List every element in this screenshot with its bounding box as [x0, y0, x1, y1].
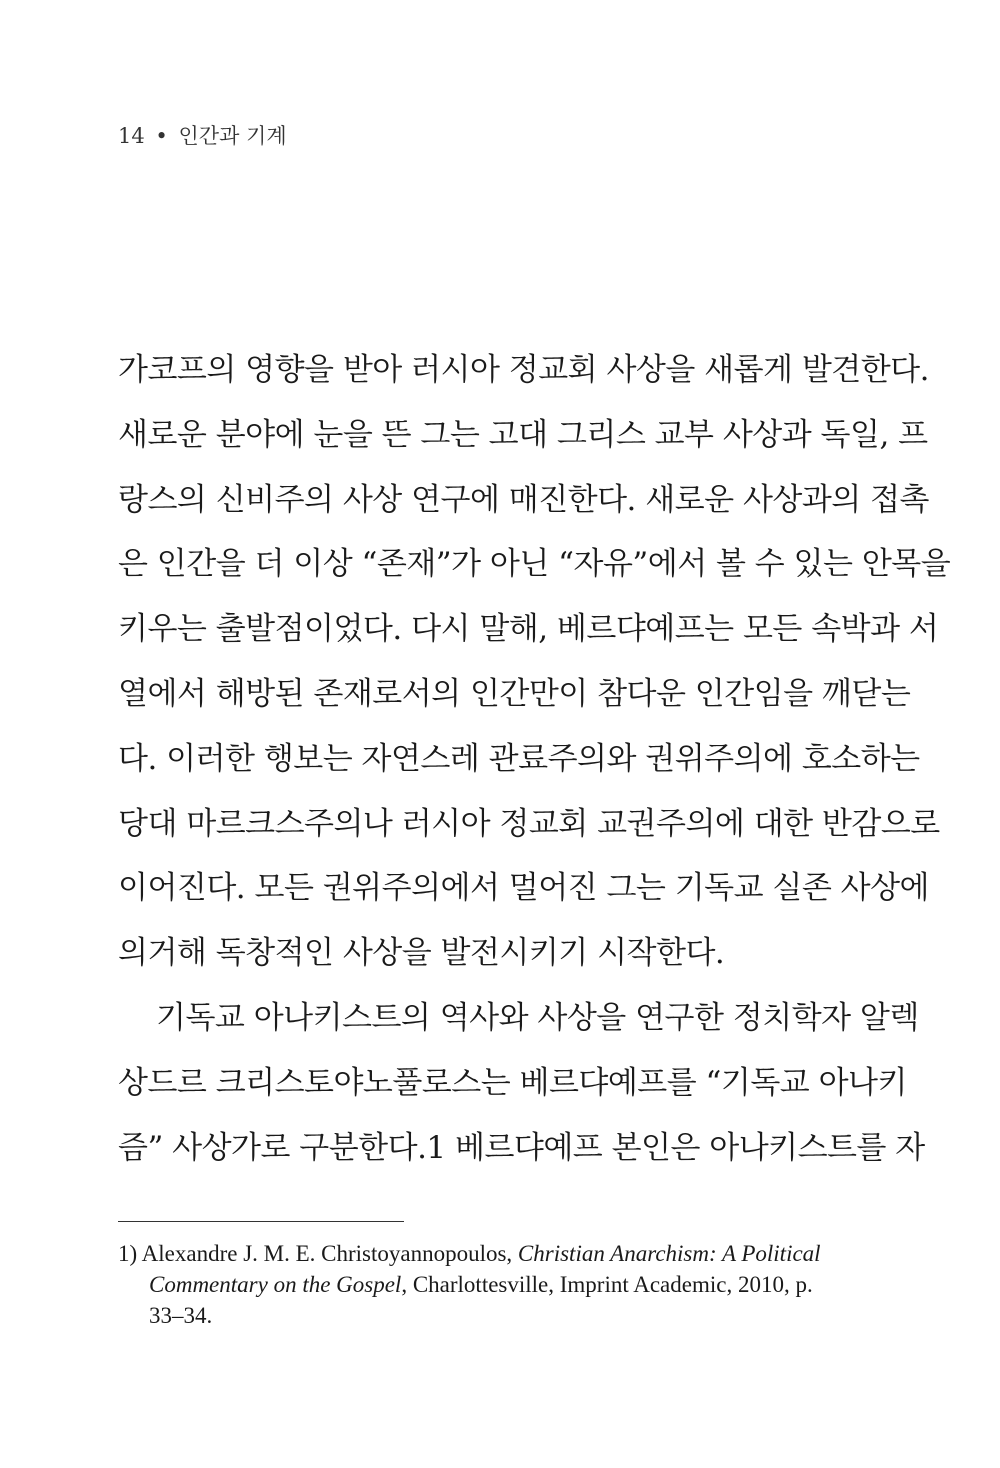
- body-line: 열에서 해방된 존재로서의 인간만이 참다운 인간임을 깨닫는: [118, 675, 911, 712]
- footnote-line: [118, 1238, 848, 1269]
- header-separator: •: [155, 124, 168, 148]
- body-line: 다. 이러한 행보는 자연스레 관료주의와 권위주의에 호소하는: [118, 740, 920, 777]
- body-line: 기독교 아나키스트의 역사와 사상을 연구한 정치학자 알렉: [156, 999, 919, 1036]
- body-line: 의거해 독창적인 사상을 발전시키기 시작한다.: [118, 935, 725, 972]
- body-line: 가코프의 영향을 받아 러시아 정교회 사상을 새롭게 발견한다.: [118, 352, 929, 388]
- body-line: 키우는 출발점이었다. 다시 말해, 베르댜예프는 모든 속박과 서: [118, 611, 939, 648]
- footnote-author: Alexandre J. M. E. Christoyannopoulos,: [141, 1241, 513, 1266]
- body-line: 상드르 크리스토야노풀로스는 베르댜예프를 “기독교 아나키: [118, 1064, 907, 1101]
- footnote-line: [118, 1269, 848, 1300]
- book-title: 인간과 기계: [178, 124, 287, 148]
- body-line: 즘” 사상가로 구분한다.1 베르댜예프 본인은 아나키스트를 자: [118, 1129, 925, 1166]
- running-head: [118, 120, 287, 150]
- body-text: [118, 350, 951, 1192]
- footnote-line: [118, 1300, 848, 1331]
- footnote-title-part2: Commentary on the Gospel: [149, 1272, 402, 1297]
- body-line: 은 인간을 더 이상 “존재”가 아닌 “자유”에서 볼 수 있는 안목을: [118, 546, 951, 583]
- footnote-publisher: , Charlottesville, Imprint Academic, 2010, p.: [401, 1272, 813, 1297]
- body-line: 이어진다. 모든 권위주의에서 멀어진 그는 기독교 실존 사상에: [118, 870, 929, 907]
- footnote-divider: [118, 1221, 404, 1222]
- body-line: 당대 마르크스주의나 러시아 정교회 교권주의에 대한 반감으로: [118, 805, 940, 842]
- page-number: 14: [118, 124, 145, 148]
- body-line: 새로운 분야에 눈을 뜬 그는 고대 그리스 교부 사상과 독일, 프: [118, 416, 928, 453]
- footnote: [118, 1238, 848, 1331]
- body-line: 랑스의 신비주의 사상 연구에 매진한다. 새로운 사상과의 접촉: [118, 481, 929, 518]
- footnote-title-part1: Christian Anarchism: A Political: [517, 1241, 821, 1266]
- footnote-pages: 33–34.: [149, 1303, 213, 1328]
- footnote-marker: 1): [118, 1241, 138, 1266]
